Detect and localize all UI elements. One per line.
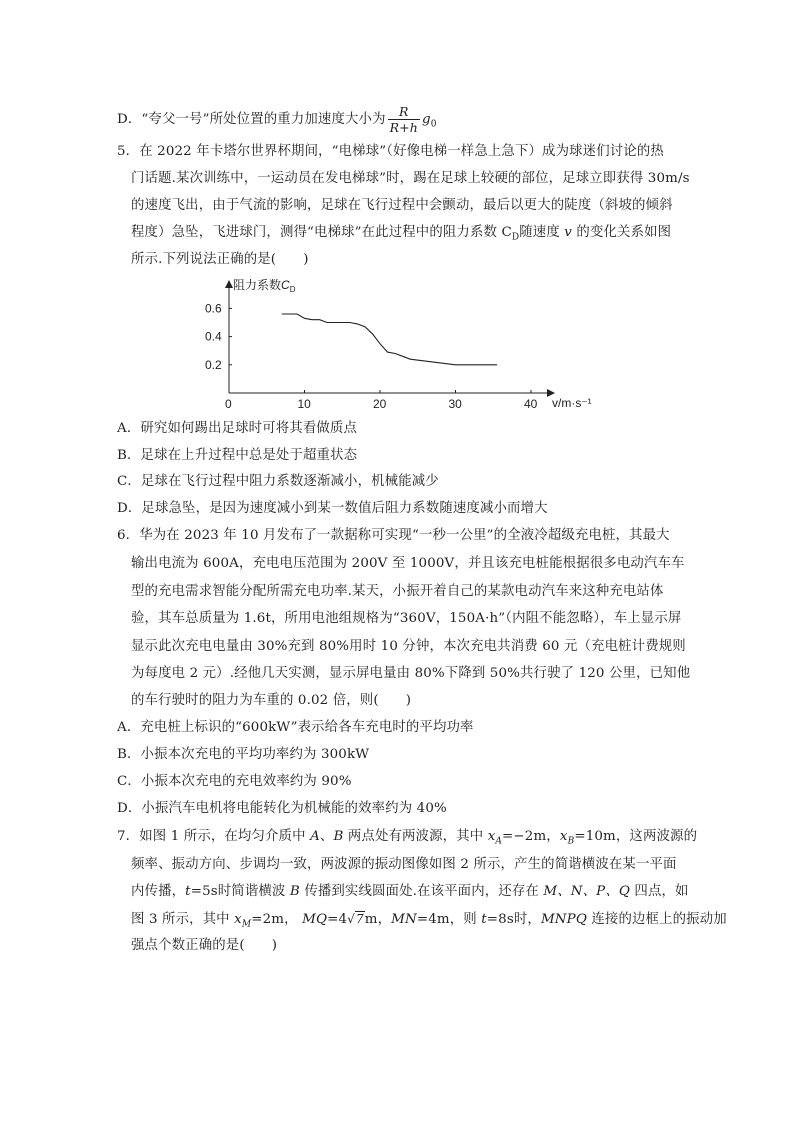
q7-line-4: 图 3 所示，其中 $x_M=2m$， MQ=4√7m，MN=4m，则 t=8s时，MNPQ 连接的边框上的振动加 <box>131 912 727 930</box>
x-tick-label: 30 <box>448 397 462 411</box>
q5-line-4-tail: 随速度 <box>519 225 560 240</box>
x-tick-label: 20 <box>373 397 387 411</box>
drag-coefficient-line <box>282 314 497 365</box>
g-subscript: 0 <box>430 119 437 130</box>
q5-option-d: D．足球急坠，是因为速度减小到某一数值后阻力系数随速度减小而增大 <box>117 501 548 516</box>
q6-line-7: 的车行驶时的阻力为车重的 0.02 倍，则( ) <box>131 693 412 708</box>
q5-line-2: 门话题.某次训练中，一运动员在发电梯球”时，踢在足球上较硬的部位，足球立即获得 30m/s <box>131 171 690 186</box>
q5-option-b: B．足球在上升过程中总是处于超重状态 <box>117 448 358 463</box>
fraction-denominator: R+h <box>389 120 418 135</box>
q5-line-1: 5．在 2022 年卡塔尔世界杯期间，“电梯球”（好像电梯一样急上急下）成为球迷们讨论的热 <box>117 144 664 159</box>
y-axis-label: 阻力系数$C_D$ <box>233 278 296 294</box>
q6-option-b: B．小振本次充电的平均功率约为 300kW <box>117 747 370 762</box>
q6-option-c: C．小振本次充电的充电效率约为 90% <box>117 774 352 789</box>
y-tick-label: 0.2 <box>205 357 222 372</box>
q5-option-a: A．研究如何踢出足球时可将其看做质点 <box>117 421 358 436</box>
velocity-symbol: v <box>564 225 572 240</box>
q6-option-d: D．小振汽车电机将电能转化为机械能的效率约为 40% <box>117 801 447 816</box>
fraction-r-over-r-plus-h <box>388 104 420 135</box>
q6-option-a: A．充电桩上标识的“600kW”表示给各车充电时的平均功率 <box>117 720 474 735</box>
x-tick-label: 10 <box>297 397 311 411</box>
x-axis-label: v/m·s⁻¹ <box>552 396 592 410</box>
g-symbol: g <box>422 112 431 127</box>
y-tick-label: 0.4 <box>205 329 222 344</box>
q5-option-c: C．足球在飞行过程中阻力系数逐渐减小，机械能减少 <box>117 474 439 489</box>
q6-line-3: 型的充电需求智能分配所需充电功率.某天，小振开着自己的某款电动汽车来这种充电站体 <box>131 584 664 599</box>
q5-line-4-end: 的变化关系如图 <box>576 225 672 240</box>
q5-line-3: 的速度飞出，由于气流的影响，足球在飞行过程中会颤动，最后以更大的陡度（斜坡的倾斜 <box>131 198 673 213</box>
sqrt-seven: √7 <box>347 912 364 926</box>
q6-line-1: 6．华为在 2023 年 10 月发布了一款据称可实现“一秒一公里”的全液冷超级充电桩，其最大 <box>117 528 670 543</box>
q6-line-6: 为每度电 2 元）.经他几天实测，显示屏电量由 80%下降到 50%共行驶了 120 公里，已知他 <box>131 666 691 681</box>
q4-option-d-text: D．“夸父一号”所处位置的重力加速度大小为 <box>117 112 386 127</box>
q7-line-5: 强点个数正确的是( ) <box>131 938 278 953</box>
q5-line-4-text: 程度）急坠，飞进球门，测得“电梯球”在此过程中的阻力系数 C <box>131 225 512 240</box>
q7-line-2: 频率、振动方向、步调均一致，两波源的振动图像如图 2 所示，产生的简谐横波在某一平面 <box>131 857 677 872</box>
q4-option-d <box>117 104 437 135</box>
x-tick-label: 0 <box>225 397 232 411</box>
y-tick-label: 0.6 <box>205 301 222 316</box>
q5-line-4 <box>131 224 671 247</box>
x-tick-label: 40 <box>524 397 538 411</box>
drag-coefficient-chart <box>196 275 596 415</box>
q5-line-5: 所示.下列说法正确的是( ) <box>131 252 309 267</box>
q6-line-2: 输出电流为 600A，充电电压范围为 200V 至 1000V，并且该充电桩能根据很多电动汽车车 <box>131 556 685 571</box>
q7-line-3: 内传播，t=5s时简谐横波 B 传播到实线圆面处.在该平面内，还存在 M、N、P、Q 四点，如 <box>131 884 689 899</box>
q6-line-4: 验，其车总质量为 1.6t，所用电池组规格为“360V，150A·h”（内阻不能忽略），车上显示屏 <box>131 611 682 626</box>
q6-line-5: 显示此次充电电量由 30%充到 80%用时 10 分钟，本次充电共消费 60 元（充电桩计费规则 <box>131 639 686 654</box>
cd-subscript: D <box>511 232 520 243</box>
q7-line-1: 7．如图 1 所示，在均匀介质中 A、B 两点处有两波源，其中 $x_A=-2m$，$x_B=10m$，这两波源的 <box>117 829 698 847</box>
fraction-numerator: R <box>399 104 409 119</box>
